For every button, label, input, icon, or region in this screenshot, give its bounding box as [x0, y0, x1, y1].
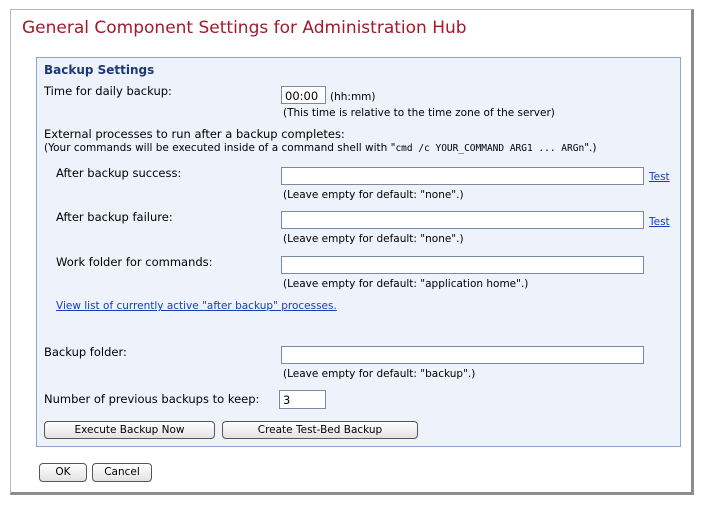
work-folder-input[interactable] — [281, 256, 644, 274]
execute-backup-button[interactable]: Execute Backup Now — [44, 421, 215, 439]
after-failure-label: After backup failure: — [56, 210, 173, 224]
backups-to-keep-label: Number of previous backups to keep: — [44, 392, 260, 406]
backup-folder-input[interactable] — [281, 346, 644, 364]
after-failure-hint: (Leave empty for default: "none".) — [283, 233, 464, 245]
section-title: Backup Settings — [44, 63, 155, 77]
daily-backup-hint: (This time is relative to the time zone of the server) — [283, 107, 555, 119]
after-success-hint: (Leave empty for default: "none".) — [283, 189, 464, 201]
backups-to-keep-input[interactable]: 3 — [279, 390, 326, 409]
daily-backup-unit: (hh:mm) — [330, 91, 376, 103]
after-success-label: After backup success: — [56, 166, 182, 180]
external-processes-hint: (Your commands will be executed inside of a command shell with "cmd /c YOUR_COMMAND ARG1 ... ARGn".) — [44, 142, 597, 154]
work-folder-hint: (Leave empty for default: "application home".) — [283, 278, 529, 290]
backup-folder-hint: (Leave empty for default: "backup".) — [283, 368, 476, 380]
daily-backup-label: Time for daily backup: — [44, 84, 172, 98]
command-example: cmd /c YOUR_COMMAND ARG1 ... ARGn — [395, 143, 585, 154]
ok-button[interactable]: OK — [39, 463, 87, 482]
backup-folder-label: Backup folder: — [44, 345, 127, 359]
daily-backup-time-input[interactable]: 00:00 — [281, 86, 326, 104]
after-success-input[interactable] — [281, 167, 644, 185]
view-active-processes-link[interactable]: View list of currently active "after backup" processes. — [56, 300, 337, 312]
work-folder-label: Work folder for commands: — [56, 255, 213, 269]
test-success-link[interactable]: Test — [649, 171, 670, 183]
after-failure-input[interactable] — [281, 211, 644, 229]
page-title: General Component Settings for Administration Hub — [22, 18, 467, 38]
external-processes-label: External processes to run after a backup completes: — [44, 127, 345, 141]
create-testbed-backup-button[interactable]: Create Test-Bed Backup — [222, 421, 418, 439]
test-failure-link[interactable]: Test — [649, 216, 670, 228]
cancel-button[interactable]: Cancel — [92, 463, 152, 482]
